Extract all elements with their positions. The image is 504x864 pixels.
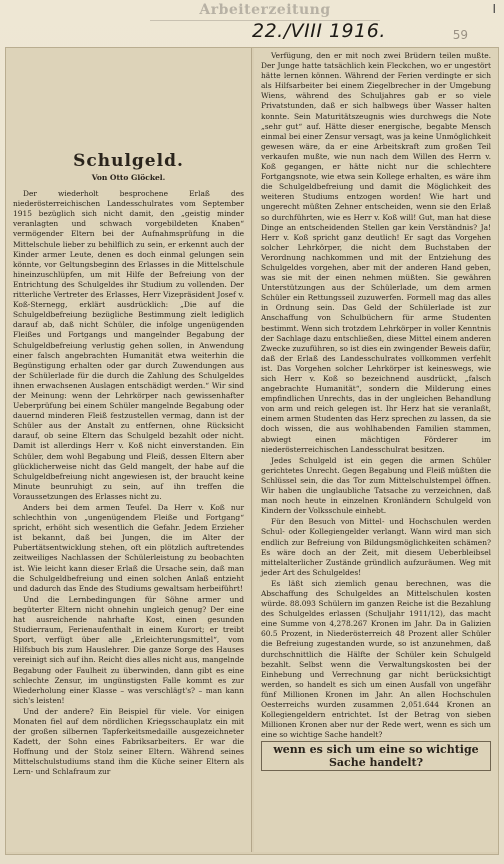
article-paragraph: Verfügung, den er mit noch zwei Brüdern teilen mußte. Der Junge hatte tatsächlich kein Fleckchen, wo er ungestört hätte lernen können. Während der Ferien verdingte er sich als Hilfsarbeiter bei einem Ziegelbrecher in der Umgebung Wiens, während des Schuljahres gab er so viele Privatstunden, daß er sich halbwegs über Wasser halten konnte. Sein Maturitätszeugnis wies durchwegs die Note „sehr gut“ auf. Hätte dieser energische, begabte Mensch einmal bei einer Zensur versagt, was ja keine Unmöglichkeit gewesen wäre, da er eine Arbeitskraft zum großen Teil verkaufen mußte, wie nun nach dem Willen des Herrn v. Koß gegangen, er hätte nicht nur die schlechtere Fortgangsnote, wie etwa sein Kollege erhalten, es wäre ihm die Schulgeldbefreiung und damit die Möglichkeit des weiteren Studiums entzogen worden! Wie hart und ungerecht müßten Zehner entscheiden, wenn sie den Erlaß so durchführten, wie es Herr v. Koß will! Gut, man hat diese Dinge an entscheidenden Stellen gar kein Verständnis? Ja! Herr v. Koß spricht ganz deutlich! Er sagt das Vorgehen solcher Lehrkörper, die nicht dem Buchstaben der Verordnung nachkommen und mit der Entziehung des Schulgeldes vorgehen, aber mit der anderen Hand geben, was sie mit der einen nehmen müßten. Sie gewähren Unterstützungen aus der Schülerlade, um dem armen Schüler ein Rettungsseil zuzuwerfen. Formell mag das alles in Ordnung sein. Das Geld der Schülerlade ist zur Anschaffung von Schulbüchern für arme Studenten bestimmt. Wenn sich trotzdem Lehrkörper in voller Kenntnis der Sachlage dazu entschließen, diese Mittel einem anderen Zwecke zuzuführen, so ist dies ein zwingender Beweis dafür, daß der Erlaß des Landesschulrates vollkommen verfehlt ist. Das Vorgehen solcher Lehrkörper ist keineswegs, wie sich Herr v. Koß so bezeichnend ausdrückt, „falsch angebrachte Humanität“, sondern die Milderung eines empfindlichen Unrechts, das in der ungleichen Behandlung von arm und reich gelegen ist. Ihr Herz hat sie veranlaßt, einem armen Studenten das Herz sprechen zu lassen, da sie doch wissen, die aus wohlhabenden Familien stammen, abwiegt einen mächtigen Förderer im niederösterreichischen Landesschulrat besitzen. <box>261 51 491 454</box>
article-paragraph: Und die Lernbedingungen für Söhne armer und begüterter Eltern nicht ohnehin ungleich genug? Der eine hat ausreichende nahrhafte Kost, einen gesunden Studierraum, Ferienaufenthalt in einem Kurort; er treibt Sport, verfügt über alle „Erleichterungsmittel“, vom Hilfsbuch bis zum Hauslehrer. Die ganze Sorge des Hauses vereinigt sich auf ihn. Reicht dies alles nicht aus, mangelnde Begabung oder Faulheit zu überwinden, dann gibt es eine schlechte Zensur, im ungünstigsten Falle kommt es zur Wiederholung einer Klasse – was verschlägt's? – man kann sich's leisten! <box>13 594 244 705</box>
article-closing-line: wenn es sich um eine so wichtige Sache handelt? <box>261 741 491 771</box>
handwritten-date: 22./VIII 1916. <box>252 20 386 42</box>
article-paragraph: Der wiederholt besprochene Erlaß des niederösterreichischen Landesschulrates vom September 1915 bezüglich sich nicht damit, den „geistig minder veranlagten und schwach vorgebildeten Knaben“ vermögender Eltern bei der Aufnahmsprüfung in die Mittelschule lieber zu behilflich zu sein, er erkennt auch der Kinder armer Leute, denen es doch einmal gelungen sein könnte, vor Geltungsbeginn des Erlasses in die Mittelschule hineinzuschlüpfen, um mit Hilfe der Befreiung von der Entrichtung des Schulgeldes ihr Studium zu vollenden. Der ritterliche Vertreter des Erlasses, Herr Vizepräsident Josef v. Koß-Sternegg, erklärt ausdrücklich: „Die auf die Schulgeldbefreiung bezügliche Bestimmung zielt lediglich darauf ab, daß nicht Schüler, die infolge ungenügenden Fleißes und Fortgangs und mangelnder Begabung der Schulgeldbefreiung verlustig gehen sollen, in Anwendung einer falsch angebrachten Humanität etwa weiterhin die Begünstigung erhalten oder gar durch Zuwendungen aus der Schülerlade für die durch die Zahlung des Schulgeldes ihnen erwachsenen Auslagen entschädigt werden.“ Wir sind der Meinung: wenn der Lehrkörper nach gewissenhafter Ueberprüfung bei einem Schüler mangelnde Begabung oder dauernd minderen Fleiß festzustellen vermag, dann ist der Schüler aus der Anstalt zu entfernen, ohne Rücksicht darauf, ob seine Eltern das Schulgeld bezahlt oder nicht. Damit ist allerdings Herr v. Koß nicht einverstanden. Ein Schüler, dem wohl Begabung und Fleiß, dessen Eltern aber glücklicherweise nicht das Geld mangelt, der habe auf die Schulgeldbefreiung nicht angewiesen ist, der braucht keine Minute beunruhigt zu sein, auf ihn treffen die Voraussetzungen des Erlasses nicht zu. <box>13 189 244 501</box>
article-paragraph: Jedes Schulgeld ist ein gegen die armen Schüler gerichtetes Unrecht. Gegen Begabung und Fleiß müßten die Schlüssel sein, die das Tor zum Mittelschulstempel öffnen. Wir haben die unglaubliche Tatsache zu verzeichnen, daß man noch heute in einzelnen Kronländern Schulgeld von Kindern der Volksschule einhebt. <box>261 455 491 516</box>
newspaper-masthead: Arbeiterzeitung <box>150 2 380 21</box>
newspaper-clipping <box>6 48 498 854</box>
article-paragraph: Und der andere? Ein Beispiel für viele. Vor einigen Monaten fiel auf dem nördlichen Kriegsschauplatz ein mit der großen silbernen Tapferkeitsmedaille ausgezeichneter Kadett, der Sohn eines Fabriksarbeiters. Er war die Hoffnung und der Stolz seiner Eltern. Während seines Mittelschulstudiums stand ihm die Küche seiner Eltern als Lern- und Schlafraum zur <box>13 706 244 777</box>
archive-number: 59 <box>452 28 468 42</box>
article-paragraph: Anders bei dem armen Teufel. Da Herr v. Koß nur schlechthin von „ungenügendem Fleiße und Fortgang“ spricht, erhöht sich wesentlich die Gefahr. Jedem Erzieher ist bekannt, daß bei Jungen, die im Alter der Pubertätsentwicklung stehen, oft ein plötzlich auftretendes zeitweiliges Nachlassen der Schülerleistung zu beobachten ist. Wie leicht kann dieser Erlaß die Ursache sein, daß man die Schulgeldbefreiung und einen solchen Anlaß entzieht und dadurch das Ende des Studiums gewaltsam herbeiführt! <box>13 503 244 593</box>
article-paragraph: Für den Besuch von Mittel- und Hochschulen werden Schul- oder Kollegiengelder verlangt. Wann wird man sich endlich zur Befreiung von Bildungsmöglichkeiten schämen? Es wäre doch an der Zeit, mit diesem Ueberbleibsel mittelalterlicher Zustände gründlich aufzuräumen. Weg mit jeder Art des Schulgeldes! <box>261 517 491 577</box>
article-paragraph: Es läßt sich ziemlich genau berechnen, was die Abschaffung des Schulgeldes an Mittelschulen kosten würde. 88.093 Schülern im ganzen Reiche ist die Bezahlung des Schulgeldes erlassen (Schuljahr 1911/12), das macht eine Summe von 4,278.267 Kronen im Jahr. Da in Galizien 60.5 Prozent, in Niederösterreich 48 Prozent aller Schüler die Befreiung zugestanden wurde, so ist anzunehmen, daß durchschnittlich die Hälfte der Schüler kein Schulgeld bezahlt. Selbst wenn die Verwaltungskosten bei der Einhebung und Verrechnung gar nicht berücksichtigt werden, so handelt es sich um einen Ausfall von ungefähr fünf Millionen Kronen im Jahr. An allen Hochschulen Oesterreichs wurden zusammen 2,051.644 Kronen an Kollegiengeldern entrichtet. Ist der Betrag von sieben Millionen Kronen aber nur der Rede wert, wenn es sich um eine so wichtige Sache handelt? <box>261 578 491 740</box>
article-headline: Schulgeld. <box>73 151 184 171</box>
article-column-right <box>254 48 498 852</box>
article-column-left <box>6 48 252 852</box>
corner-mark: I <box>492 2 496 16</box>
article-byline: Von Otto Glöckel. <box>91 173 166 182</box>
